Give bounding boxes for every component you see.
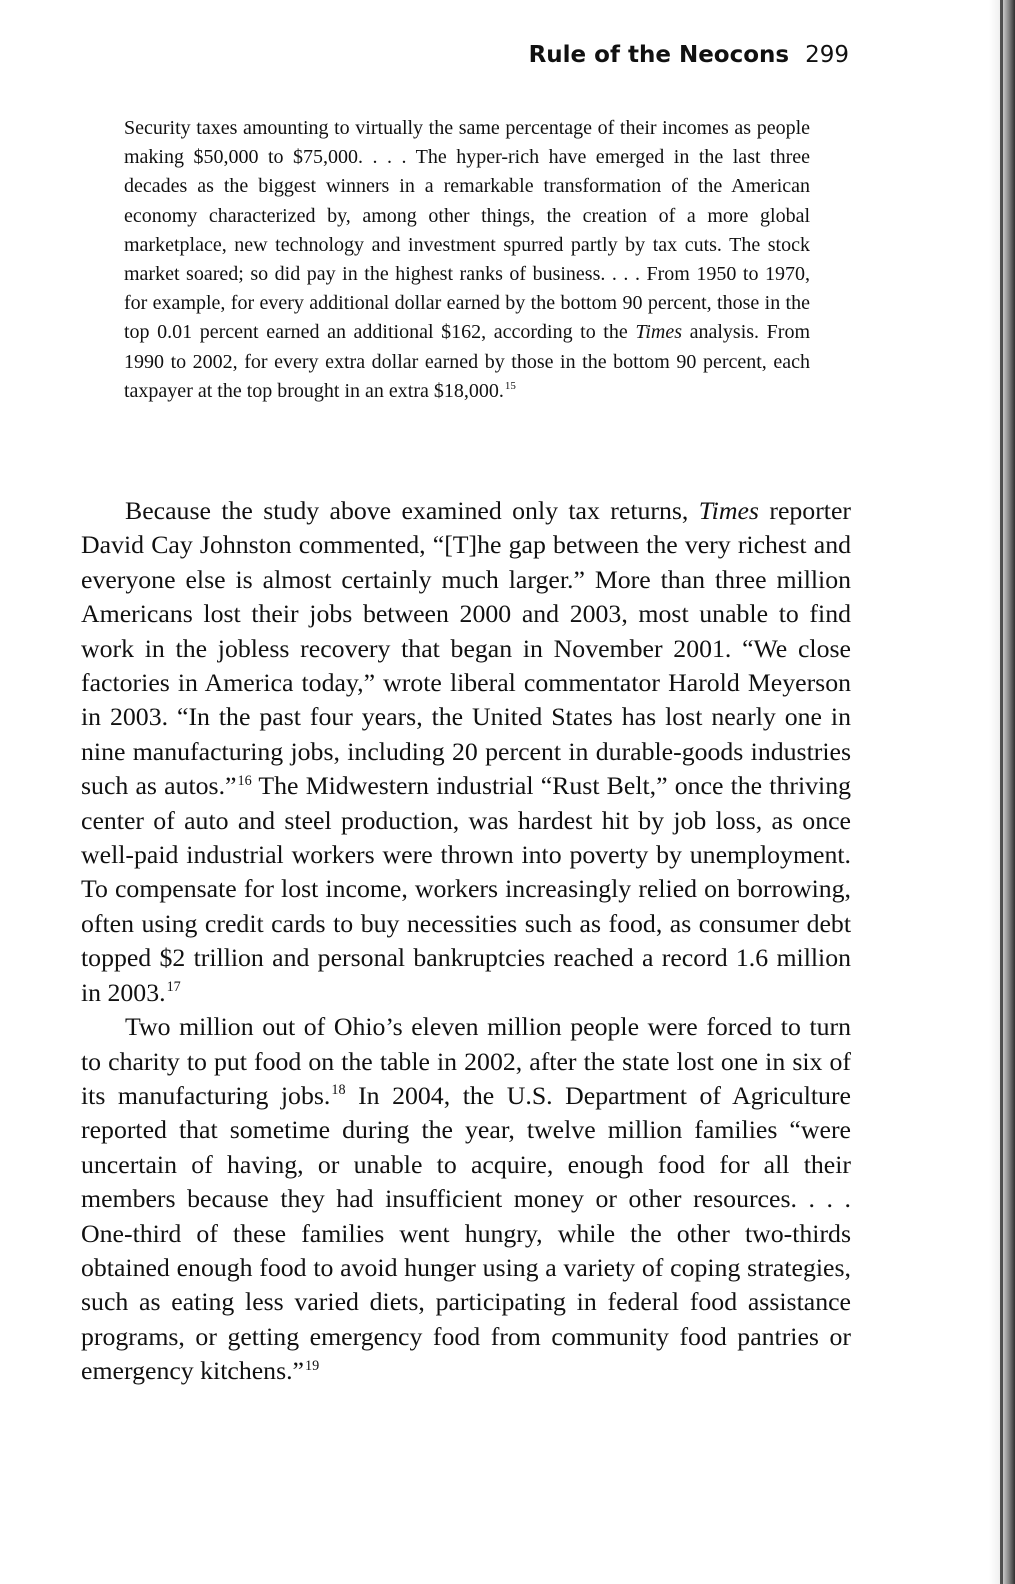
page-number: 299: [805, 42, 849, 68]
block-quote: [124, 114, 810, 406]
running-head-title: Rule of the Neocons: [528, 42, 790, 68]
block-quote-text: Security taxes amounting to virtually the same percentage of their incomes as people making $50,000 to $75,000. . . . The hyper-rich have emerged in the last three decades as the biggest winners in a remarkable transformation of the American economy characterized by, among other things, the creation of a more global marketplace, new technology and investment spurred partly by tax cuts. The stock market soared; so did pay in the highest ranks of business. . . . From 1950 to 1970, for example, for every additional dollar earned by the bottom 90 percent, those in the top 0.01 percent earned an additional $162, according to the: [124, 117, 810, 344]
paragraph-2-text-b: In 2004, the U.S. Department of Agriculture reported that sometime during the year, twelve million families “were uncertain of having, or unable to acquire, enough food for all their members because they had insufficient money or other resources. . . . One-third of these families went hungry, while the other two-thirds obtained enough food to avoid hunger using a variety of coping strategies, such as eating less varied diets, participating in federal food assistance programs, or getting emergency food from community food pantries or emergency kitchens.”: [81, 1080, 851, 1386]
paragraph-1-text-a: Because the study above examined only tax returns,: [125, 496, 699, 525]
footnote-ref-19: 19: [305, 1357, 320, 1374]
paragraph-1-text-c: The Midwestern industrial “Rust Belt,” once the thriving center of auto and steel production, was hardest hit by job loss, as once well-paid industrial workers were thrown into poverty by unemployment. To compensate for lost income, workers increasingly relied on borrowing, often using credit cards to buy necessities such as food, as consumer debt topped $2 trillion and personal bankruptcies reached a record 1.6 million in 2003.: [81, 771, 851, 1007]
block-quote-italic-title: Times: [635, 321, 683, 344]
running-head: [529, 38, 849, 72]
body-paragraph-2: [81, 1010, 851, 1388]
footnote-ref-15: 15: [504, 380, 516, 393]
footnote-ref-18: 18: [331, 1082, 346, 1099]
paragraph-1-italic-title: Times: [698, 496, 759, 525]
block-quote-text-after: analysis. From 1990 to 2002, for every extra dollar earned by those in the bottom 90 percent, each taxpayer at the top brought in an extra $18,000.: [124, 321, 810, 402]
paragraph-1-text-b: reporter David Cay Johnston commented, “[T]he gap between the very richest and everyone else is almost certainly much larger.” More than three million Americans lost their jobs between 2000 and 2003, most unable to find work in the jobless recovery that began in November 2001. “We close factories in America today,” wrote liberal commentator Harold Meyerson in 2003. “In the past four years, the United States has lost nearly one in nine manufacturing jobs, including 20 percent in durable-goods industries such as autos.”: [81, 496, 851, 801]
page-edge-line: [1000, 0, 1003, 1584]
paragraph-2-text-a: Two million out of Ohio’s eleven million people were forced to turn to charity to put food on the table in 2002, after the state lost one in six of its manufacturing jobs.: [81, 1012, 851, 1110]
footnote-ref-16: 16: [237, 772, 252, 789]
body-text: [81, 494, 851, 1389]
block-quote-paragraph: [124, 114, 810, 406]
body-paragraph-1: [81, 494, 851, 1010]
footnote-ref-17: 17: [166, 979, 181, 996]
